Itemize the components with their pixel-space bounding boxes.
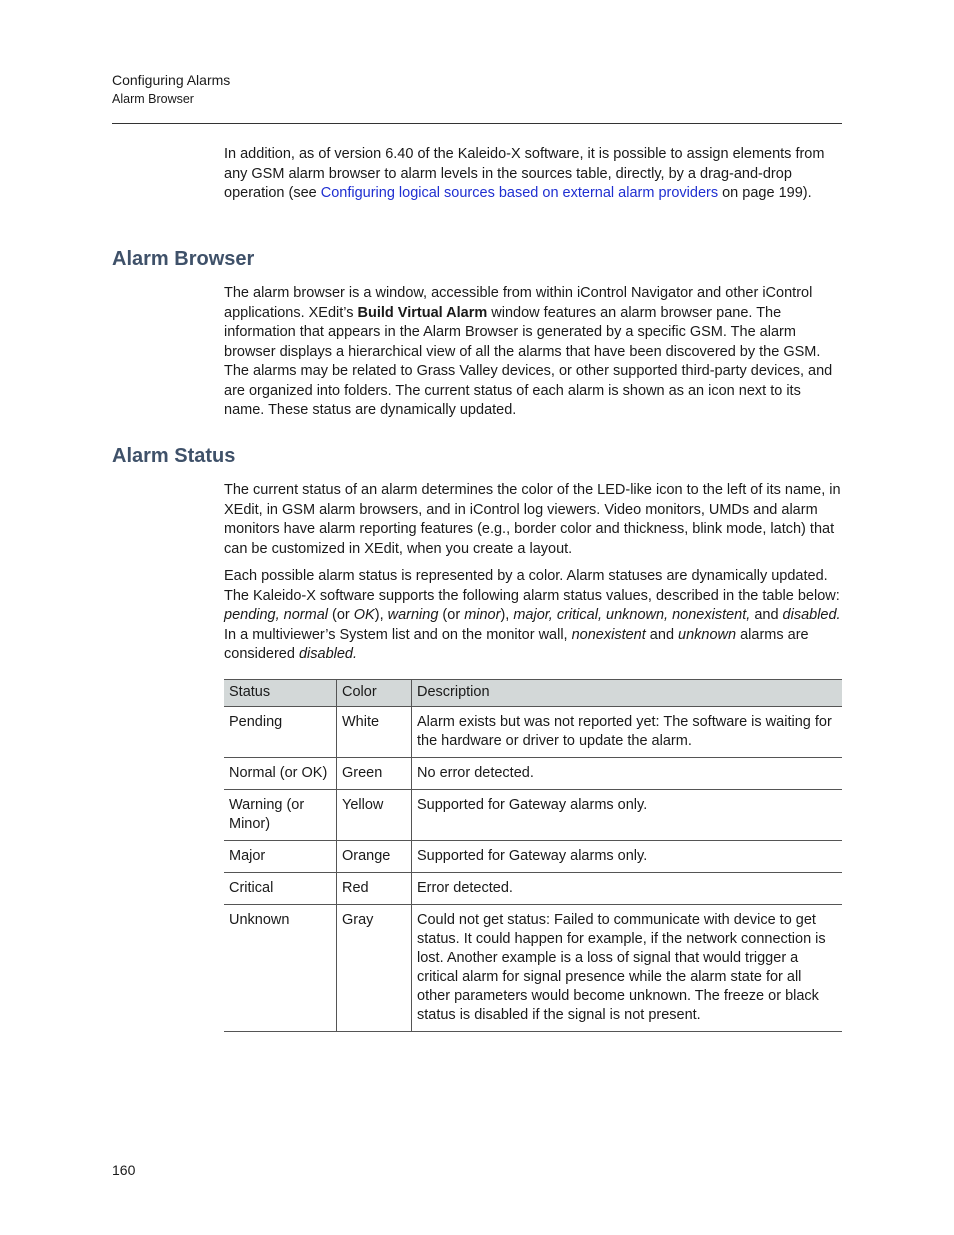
p2-italic: OK [353,607,375,623]
running-header [112,71,230,108]
table-row [224,707,842,758]
status-cell: Major [224,841,337,873]
column-header-color: Color [337,680,412,707]
description-cell: Could not get status: Failed to communicate with device to get status. It could happen for example, if the network connection is lost. Another example is a loss of signal that would trigger a critical alarm for signal presence while the alarm state for all other parameters would become unknown. The freeze or black status is disabled if the signal is not present. [412,905,843,1032]
p2-text: alarms are considered [224,626,809,662]
p2-text: (or [438,607,465,623]
p2-text: and [750,607,783,623]
build-virtual-alarm-term: Build Virtual Alarm [357,304,488,321]
cross-reference-link[interactable]: Configuring logical sources based on external alarm providers [320,185,719,201]
running-header-section: Alarm Browser [112,92,194,106]
color-cell: Green [337,758,412,790]
description-cell: Alarm exists but was not reported yet: The software is waiting for the hardware or driver to update the alarm. [412,707,843,758]
alarm-browser-text-cont: window features an alarm browser pane. The information that appears in the Alarm Browser is generated by a specific GSM. The alarm browser displays a hierarchical view of all the alarms that have been discovered by the GSM. The alarms may be related to Grass Valley devices, or other supported third-party devices, and are organized into folders. The current status of each alarm is shown as an icon next to its name. These status are dynamically updated. [224,304,833,418]
p2-italic: pending, normal [224,607,328,623]
header-divider [112,123,842,124]
p2-italic: major, critical, unknown, nonexistent, [513,607,751,623]
p2-text: and [645,626,679,643]
table-header-row [224,680,842,707]
p2-text: (or [328,607,354,623]
alarm-status-text: The current status of an alarm determines the color of the LED-like icon to the left of its name, in XEdit, in GSM alarm browsers, and in iControl log viewers. Video monitors, UMDs and alarm monitors have alarm reporting features (e.g., border color and thickness, blink mode, latch) that can be customized in XEdit, when you create a layout. [224,482,841,557]
table-row [224,905,842,1032]
color-cell: Red [337,873,412,905]
p2-text: Each possible alarm status is represented by a color. Alarm statuses are dynamically updated. The Kaleido-X software supports the following alarm status values, described in the table below: [224,568,840,604]
description-cell: No error detected. [412,758,843,790]
color-cell: Yellow [337,790,412,841]
column-header-status: Status [224,680,337,707]
intro-text-after: on page 199). [718,185,812,201]
color-cell: White [337,707,412,758]
status-cell: Critical [224,873,337,905]
description-cell: Supported for Gateway alarms only. [412,790,843,841]
p2-italic: warning [387,607,439,623]
intro-text-before: In addition, as of version 6.40 of the Kaleido-X software, it is possible to assign elements from any GSM alarm browser to alarm levels in the sources table, directly, by a drag-and-drop operation (see [224,146,825,201]
alarm-status-paragraph-1 [224,481,842,559]
intro-paragraph [224,145,842,204]
status-cell: Pending [224,707,337,758]
status-cell: Unknown [224,905,337,1032]
table-row [224,873,842,905]
p2-italic: nonexistent [571,626,646,643]
alarm-browser-paragraph [224,284,842,421]
alarm-browser-heading: Alarm Browser [112,248,255,270]
p2-italic: disabled. [298,646,358,662]
table-row [224,790,842,841]
table-row [224,758,842,790]
description-cell: Supported for Gateway alarms only. [412,841,843,873]
column-header-description: Description [412,680,843,707]
status-cell: Warning (or Minor) [224,790,337,841]
p2-text: ), [374,607,388,623]
description-cell: Error detected. [412,873,843,905]
alarm-browser-text: The alarm browser is a window, accessible from within iControl Navigator and other iControl applications. XEdit’s [224,285,813,321]
p2-italic: minor [464,607,501,623]
p2-italic: disabled. [782,607,841,623]
color-cell: Gray [337,905,412,1032]
p2-italic: unknown [678,626,737,643]
p2-text: In a multiviewer’s System list and on the monitor wall, [224,626,572,643]
status-cell: Normal (or OK) [224,758,337,790]
table-row [224,841,842,873]
alarm-status-table [224,679,842,1032]
color-cell: Orange [337,841,412,873]
p2-text: ), [500,607,514,623]
page-number: 160 [112,1162,136,1178]
running-header-chapter: Configuring Alarms [112,72,231,88]
alarm-status-heading: Alarm Status [112,445,236,467]
alarm-status-paragraph-2 [224,567,842,665]
